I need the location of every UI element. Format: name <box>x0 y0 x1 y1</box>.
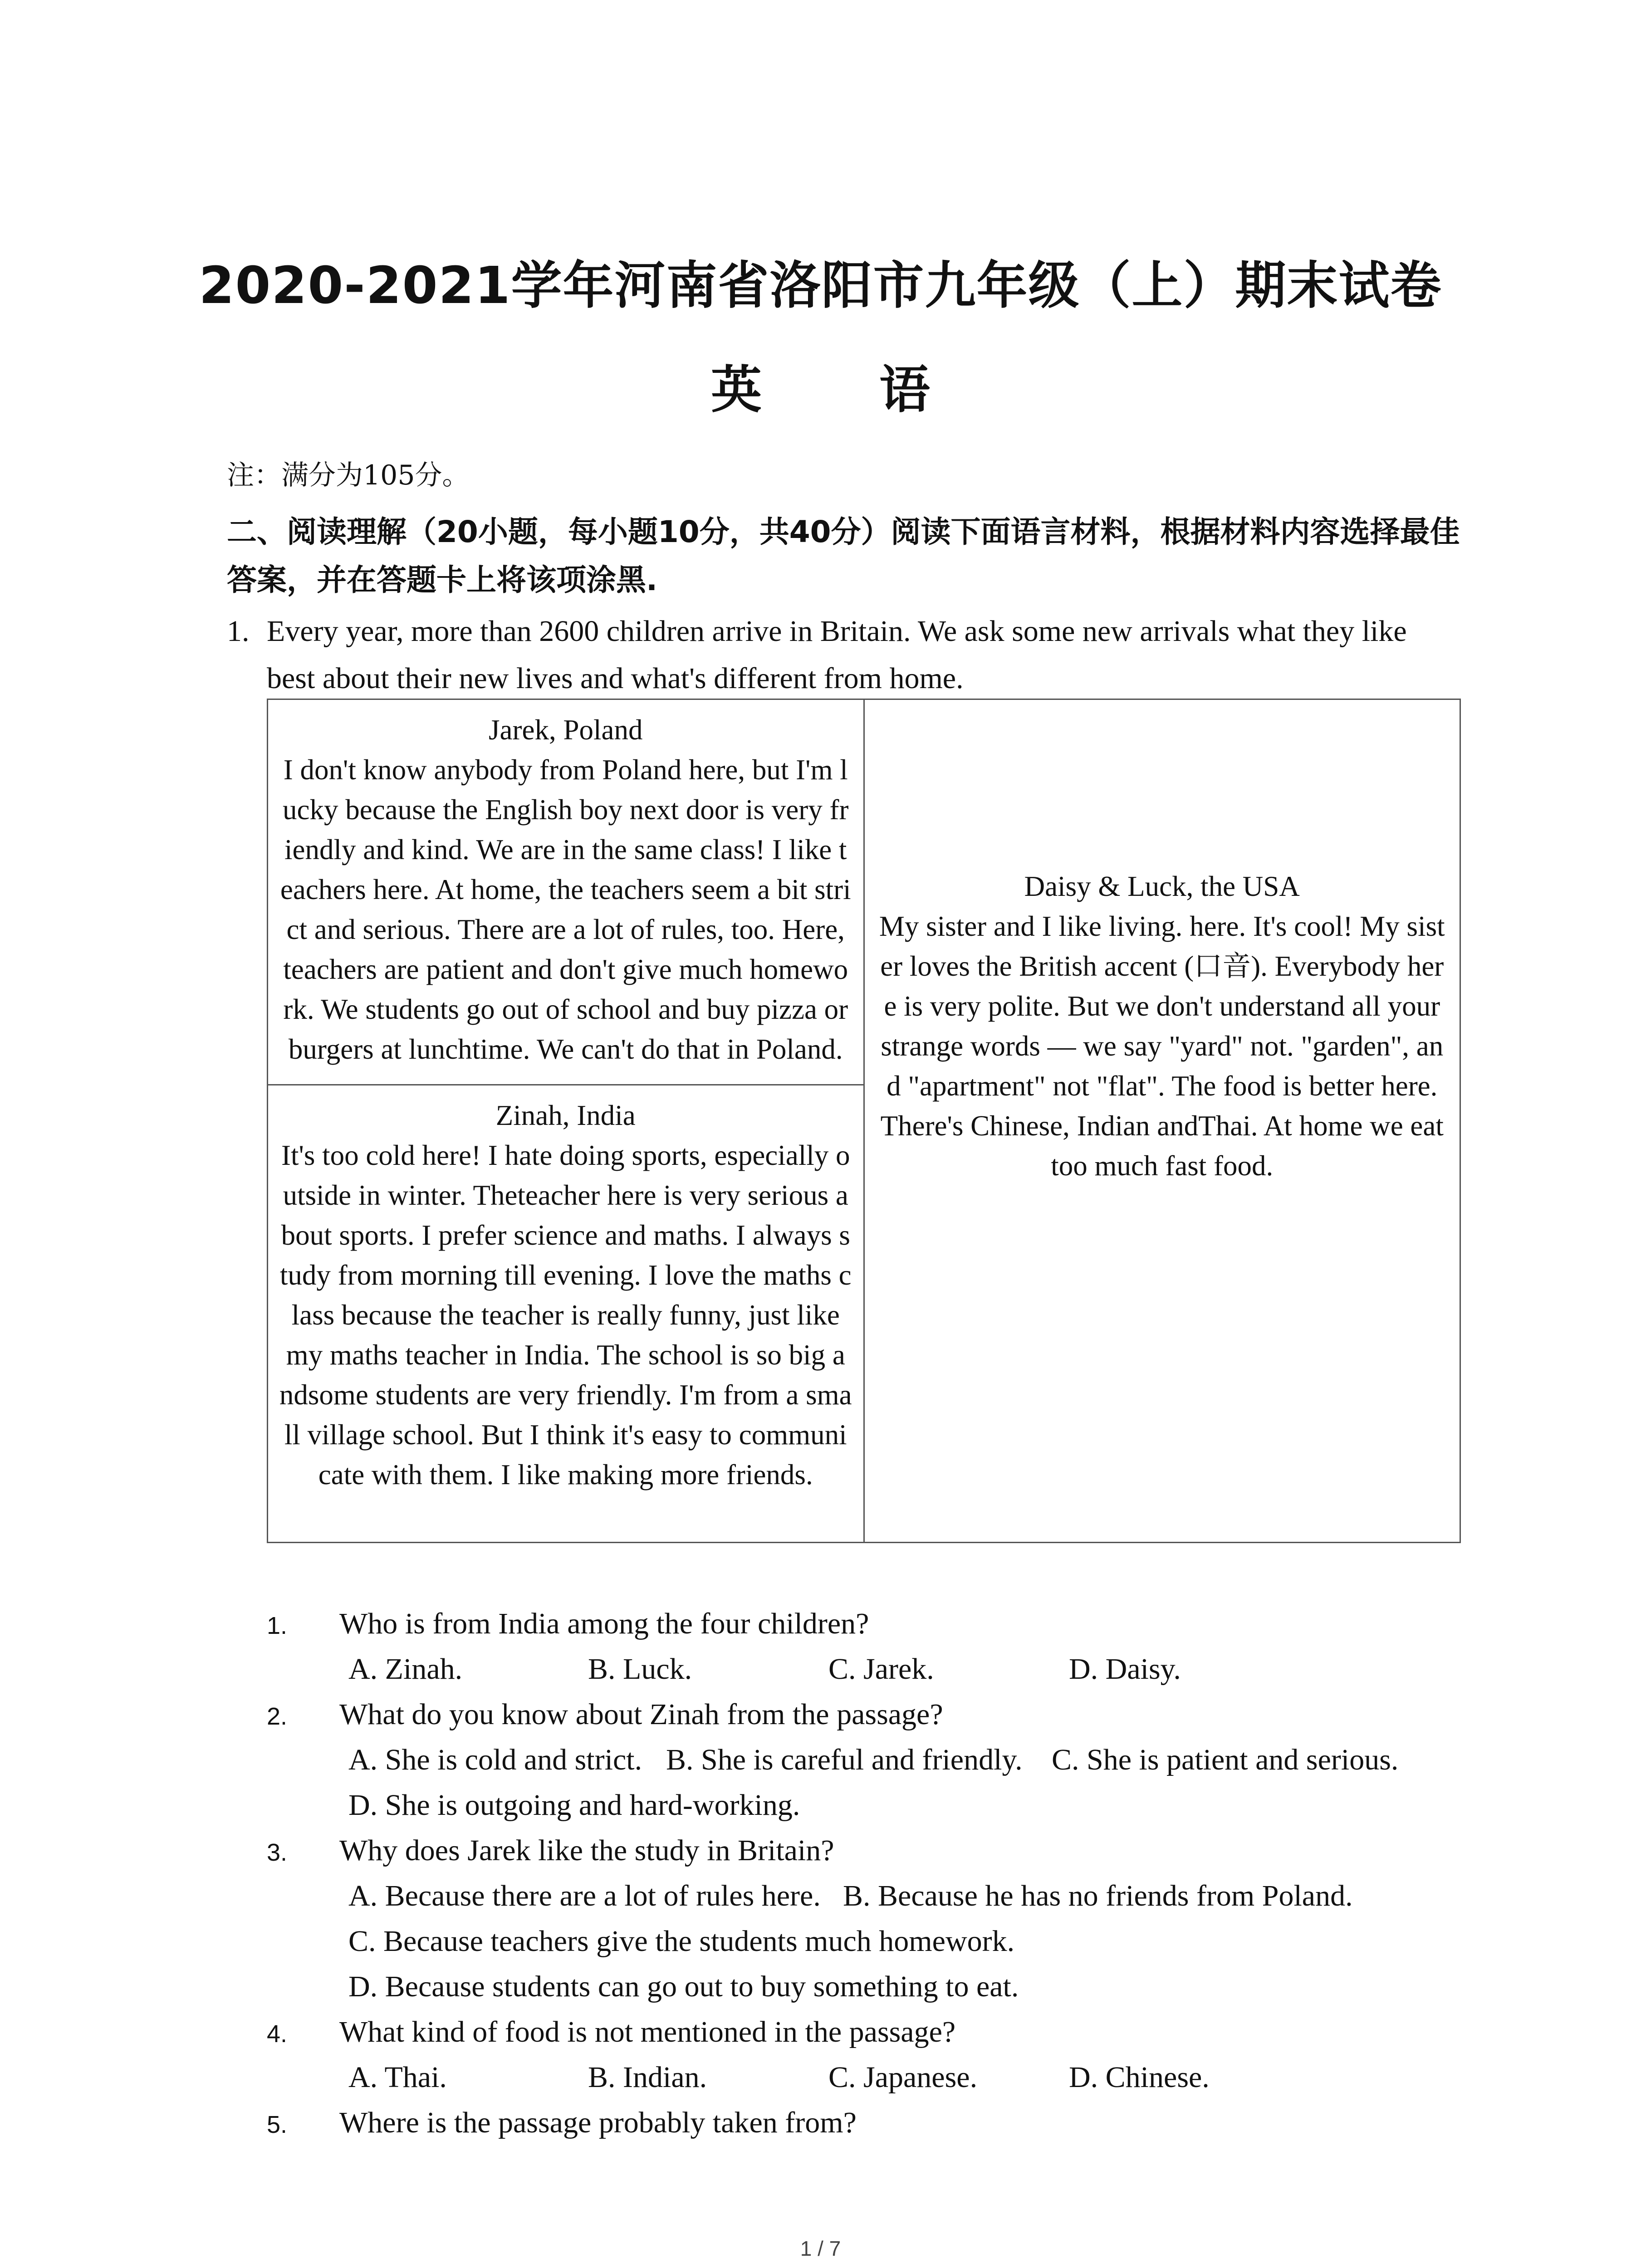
passage-cell-jarek <box>268 699 864 1085</box>
option-a[interactable]: A. Thai. <box>348 2061 447 2094</box>
page-number: 1 / 7 <box>800 2237 841 2260</box>
subquestion-number: 5. <box>267 2111 288 2138</box>
option-a[interactable]: A. Zinah. <box>348 1652 463 1686</box>
passage-text: My sister and I like living. here. It's cool! My sister loves the British accent (口音). Everybody here is very polite. But we don't understand all your strange words — we say "yard" not. "garden", and "apartment" not "flat". The food is better here. There's Chinese, Indian andThai. At home we eat too much fast food. <box>879 910 1445 1182</box>
option-d[interactable]: D. Because students can go out to buy something to eat. <box>348 1970 1019 2003</box>
subquestion-number: 1. <box>267 1612 288 1639</box>
option-c[interactable]: C. Because teachers give the students much homework. <box>348 1925 1015 1958</box>
option-a[interactable]: A. Because there are a lot of rules here. <box>348 1879 821 1912</box>
subquestion-number: 2. <box>267 1703 288 1730</box>
passage-name: Daisy & Luck, the USA <box>1024 870 1300 902</box>
option-a[interactable]: A. She is cold and strict. <box>348 1743 642 1776</box>
subquestion-text: Why does Jarek like the study in Britain? <box>339 1834 834 1867</box>
exam-subject: 英 语 <box>711 361 980 420</box>
subquestion-text: Where is the passage probably taken from? <box>339 2106 857 2139</box>
question-number: 1. <box>227 615 250 648</box>
option-b[interactable]: B. Indian. <box>588 2061 707 2094</box>
option-d[interactable]: D. Daisy. <box>1069 1652 1181 1686</box>
option-b[interactable]: B. Luck. <box>588 1652 692 1686</box>
option-d[interactable]: D. Chinese. <box>1069 2061 1210 2094</box>
passage-text: It's too cold here! I hate doing sports, especially outside in winter. Theteacher here is very serious about sports. I prefer science and maths. I always study from morning till evening. I love the maths class because the teacher is really funny, just like my maths teacher in India. The school is so big andsome students are very friendly. I'm from a small village school. But I think it's easy to communicate with them. I like making more friends. <box>279 1139 852 1491</box>
option-b[interactable]: B. Because he has no friends from Poland. <box>843 1879 1353 1912</box>
question-intro: Every year, more than 2600 children arrive in Britain. We ask some new arrivals what they like best about their new lives and what's different from home. <box>267 615 1407 695</box>
passage-text: I don't know anybody from Poland here, but I'm lucky because the English boy next door is very friendly and kind. We are in the same class! I like teachers here. At home, the teachers seem a bit strict and serious. There are a lot of rules, too. Here, teachers are patient and don't give much homework. We students go out of school and buy pizza or burgers at lunchtime. We can't do that in Poland. <box>280 754 851 1065</box>
option-c[interactable]: C. Jarek. <box>828 1652 934 1686</box>
option-c[interactable]: C. Japanese. <box>828 2061 978 2094</box>
passage-table <box>267 699 1461 1543</box>
exam-title: 2020-2021学年河南省洛阳市九年级（上）期末试卷 <box>199 256 1442 315</box>
score-note: 注：满分为105分。 <box>227 459 470 491</box>
passage-cell-daisy <box>864 699 1460 1543</box>
subquestion-number: 3. <box>267 1839 288 1866</box>
subquestion-number: 4. <box>267 2020 288 2048</box>
section-heading: 二、阅读理解（20小题，每小题10分，共40分）阅读下面语言材料，根据材料内容选择最佳答案，并在答题卡上将该项涂黑. <box>227 514 1460 597</box>
subquestion-text: What kind of food is not mentioned in the passage? <box>339 2015 956 2048</box>
option-c[interactable]: C. She is patient and serious. <box>1052 1743 1399 1776</box>
subquestion-text: What do you know about Zinah from the passage? <box>339 1698 943 1731</box>
passage-cell-zinah <box>268 1085 864 1543</box>
subquestion-text: Who is from India among the four children? <box>339 1607 869 1640</box>
option-d[interactable]: D. She is outgoing and hard-working. <box>348 1789 800 1822</box>
passage-name: Zinah, India <box>495 1100 636 1131</box>
passage-name: Jarek, Poland <box>489 714 643 746</box>
option-b[interactable]: B. She is careful and friendly. <box>666 1743 1023 1776</box>
